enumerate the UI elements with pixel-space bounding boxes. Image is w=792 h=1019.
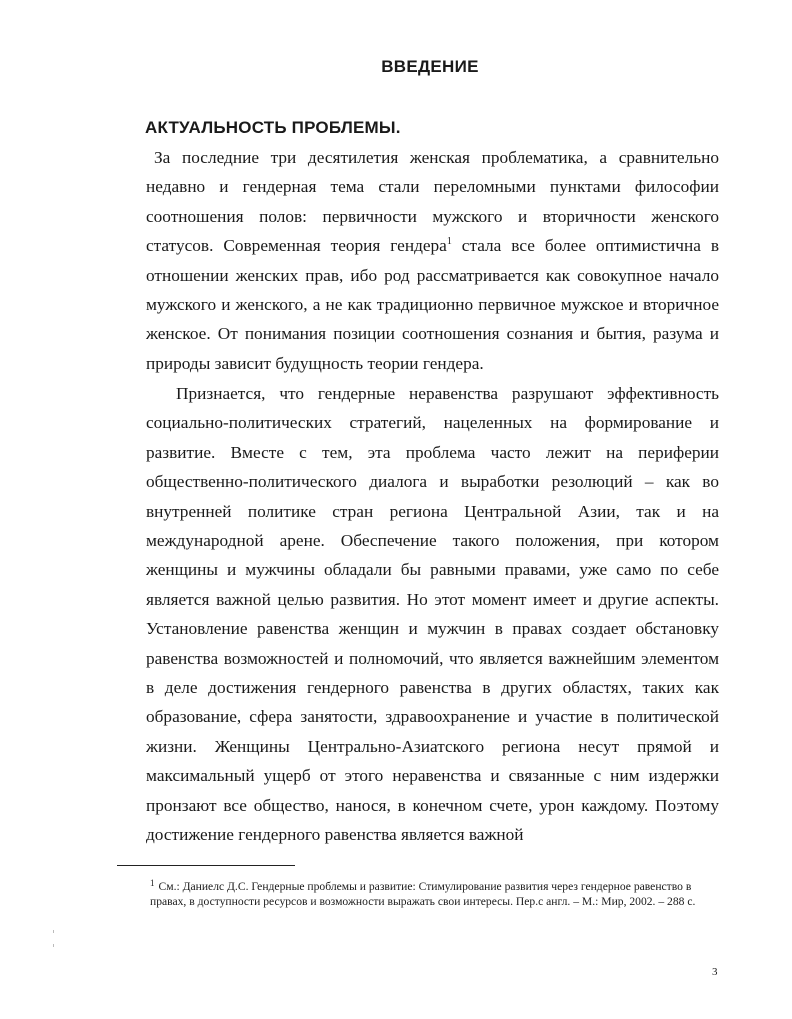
paragraph-1 — [146, 143, 719, 378]
footnote-text: См.: Даниелс Д.С. Гендерные проблемы и развитие: Стимулирование развития через гендерное равенство в правах, в доступности ресурсов и возможности выражать свои интересы. Пер.с англ. – М.: Мир, 2002. – 288 с. — [150, 880, 696, 909]
page-number: 3 — [712, 966, 718, 978]
footnote-separator — [117, 865, 295, 866]
paragraph-1-text-a: За последние три десятилетия женская проблематика, а сравнительно недавно и гендерная тема стали переломными пунктами философии соотношения полов: первичности мужского и вторичности женского статусов. Современная теория гендера — [146, 148, 719, 256]
paragraph-2: Признается, что гендерные неравенства разрушают эффективность социально-политических стратегий, нацеленных на формирование и развитие. Вместе с тем, эта проблема часто лежит на периферии общественно-политического диалога и выработки резолюций – как во внутренней политике стран региона Центральной Азии, так и на международной арене. Обеспечение такого положения, при котором женщины и мужчины обладали бы равными правами, уже само по себе является важной целью развития. Но этот момент имеет и другие аспекты. Установление равенства женщин и мужчин в правах создает обстановку равенства возможностей и полномочий, что является важнейшим элементом в деле достижения гендерного равенства в других областях, таких как образование, сфера занятости, здравоохранение и участие в политической жизни. Женщины Центрально-Азиатского региона несут прямой и максимальный ущерб от этого неравенства и связанные с ним издержки пронзают все общество, нанося, в конечном счете, урон каждому. Поэтому достижение гендерного равенства является важной — [146, 384, 719, 845]
scan-artifact — [53, 944, 54, 947]
footnote-reference: 1 — [446, 236, 452, 248]
paragraph-1-text-b: стала все более оптимистична в отношении женских прав, ибо род рассматривается как совокупное начало мужского и женского, а не как традиционно первичное мужское и вторичное женское. От понимания позиции соотношения сознания и бытия, разума и природы зависит будущность теории гендера. — [146, 236, 720, 373]
scan-artifact — [53, 930, 54, 933]
section-title: АКТУАЛЬНОСТЬ ПРОБЛЕМЫ. — [145, 118, 401, 137]
page-heading: ВВЕДЕНИЕ — [381, 57, 479, 76]
footnote — [150, 876, 710, 909]
footnote-marker: 1 — [150, 878, 155, 888]
